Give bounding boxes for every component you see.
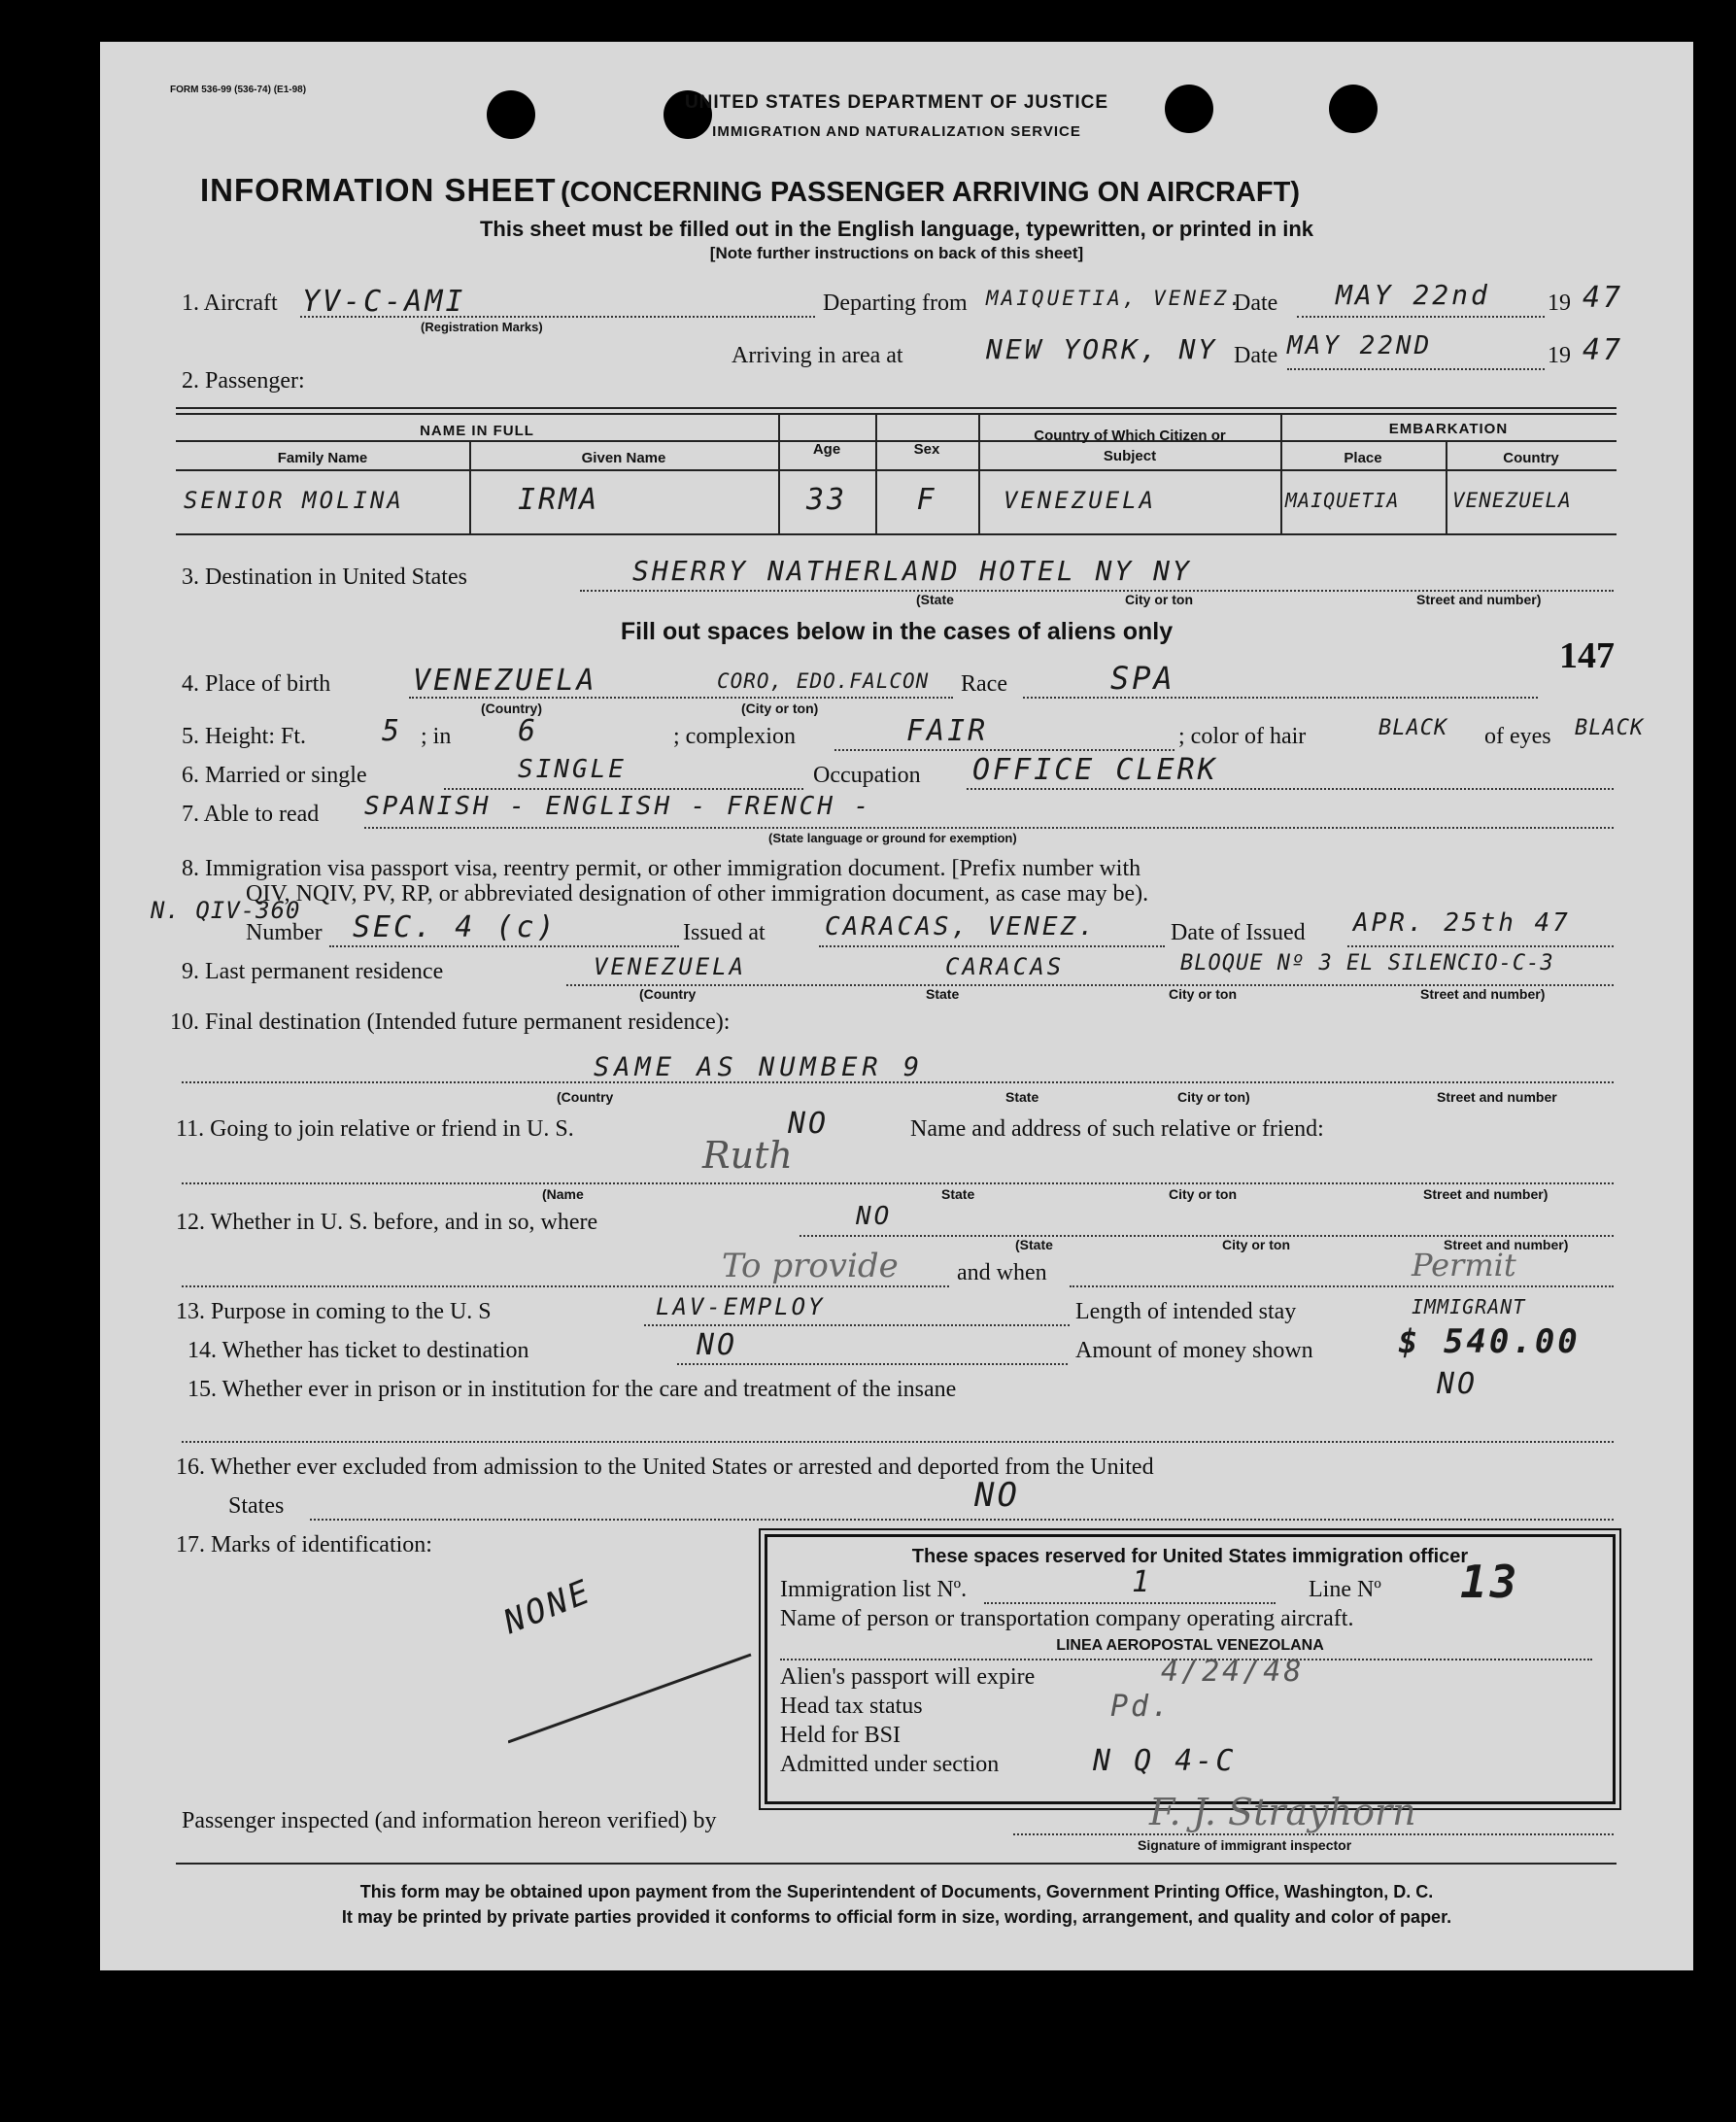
number-value: SEC. 4 (c) [353, 910, 558, 944]
passenger-age: 33 [805, 483, 848, 517]
rel-sub-city: City or ton [1169, 1186, 1237, 1202]
dotted-line [834, 749, 1174, 751]
dotted-line [644, 1324, 1070, 1326]
arriving-label: Arriving in area at [732, 343, 903, 368]
rel-sub-street: Street and number) [1423, 1186, 1549, 1202]
dotted-line [1013, 1833, 1614, 1835]
dotted-line [300, 316, 815, 318]
hair-label: ; color of hair [1178, 724, 1307, 749]
languages-sublabel: (State language or ground for exemption) [768, 831, 1017, 845]
marital-value: SINGLE [518, 755, 627, 784]
department-name: UNITED STATES DEPARTMENT OF JUSTICE [684, 92, 1109, 113]
item6-label: 6. Married or single [182, 763, 367, 788]
fd-sub-state: State [1005, 1089, 1039, 1105]
item8-label-line2: QIV, NQIV, PV, RP, or abbreviated designation of other immigration document, as case may be). [246, 881, 1149, 907]
inspector-signature: F. J. Strayhorn [1149, 1791, 1416, 1833]
dotted-line [984, 1602, 1276, 1604]
issue-date-label: Date of Issued [1171, 920, 1306, 945]
dotted-line [1297, 316, 1545, 318]
relative-name-label: Name and address of such relative or friend: [910, 1116, 1324, 1142]
item17-label: 17. Marks of identification: [176, 1532, 432, 1557]
departing-date: MAY 22nd [1336, 279, 1490, 311]
departing-label: Departing from [823, 291, 968, 316]
signature-sublabel: Signature of immigrant inspector [1138, 1837, 1352, 1853]
th-age: Age [812, 441, 841, 458]
purpose-value: LAV-EMPLOY [656, 1293, 826, 1320]
embark-place: MAIQUETIA [1285, 489, 1400, 512]
item9-label: 9. Last permanent residence [182, 959, 444, 984]
excluded-value: NO [974, 1476, 1020, 1515]
issue-date-value: APR. 25th 47 [1353, 908, 1571, 938]
margin-note: N. QIV-360 [151, 897, 301, 924]
height-ft-label: 5. Height: Ft. [182, 724, 307, 749]
rel-sub-name: (Name [542, 1186, 584, 1202]
passenger-sex: F [916, 483, 937, 517]
item8-label-line1: 8. Immigration visa passport visa, reentry permit, or other immigration document. [Prefix number with [182, 856, 1141, 881]
company-label: Name of person or transportation company operating aircraft. [780, 1606, 1354, 1631]
money-label: Amount of money shown [1075, 1338, 1313, 1363]
passenger-citizen: VENEZUELA [1004, 487, 1157, 514]
residence-street: BLOQUE Nº 3 EL SILENCIO-C-3 [1180, 951, 1554, 975]
fd-sub-street: Street and number [1437, 1089, 1557, 1105]
line-label: Line Nº [1309, 1577, 1381, 1602]
item7-label: 7. Able to read [182, 802, 320, 827]
th-country-citizen: Country of Which Citizen or Subject [1034, 428, 1226, 464]
form-number: FORM 536-99 (536-74) (E1-98) [170, 85, 307, 95]
dotted-line [364, 827, 1614, 829]
th-given-name: Given Name [581, 450, 666, 466]
underline-stroke [508, 1635, 761, 1752]
stay-label: Length of intended stay [1075, 1299, 1297, 1324]
item16-label-line2: States [228, 1493, 285, 1519]
occupation-value: OFFICE CLERK [972, 753, 1218, 787]
company-value: LINEA AEROPOSTAL VENEZOLANA [1056, 1637, 1324, 1654]
embark-country: VENEZUELA [1452, 489, 1572, 512]
res-sub-street: Street and number) [1420, 986, 1546, 1002]
fd-sub-city: City or ton) [1177, 1089, 1250, 1105]
dotted-line [182, 1441, 1614, 1443]
item13-label: 13. Purpose in coming to the U. S [176, 1299, 492, 1324]
list-label: Immigration list Nº. [780, 1577, 968, 1602]
eyes-value: BLACK [1575, 716, 1645, 740]
issued-value: CARACAS, VENEZ. [825, 912, 1097, 941]
dotted-line [444, 788, 803, 790]
th-embarkation: EMBARKATION [1388, 421, 1509, 437]
residence-country: VENEZUELA [594, 953, 747, 980]
aliens-heading: Fill out spaces below in the cases of aliens only [620, 618, 1174, 645]
table-col-rule [978, 413, 980, 533]
item16-label-line1: 16. Whether ever excluded from admission to the United States or arrested and deported from the United [176, 1455, 1154, 1480]
complexion-value: FAIR [906, 714, 989, 748]
table-rule [176, 413, 1617, 415]
item15-label: 15. Whether ever in prison or in institution for the care and treatment of the insane [187, 1377, 957, 1402]
section-value: N Q 4-C [1093, 1744, 1237, 1778]
arriving-value: NEW YORK, NY [986, 333, 1218, 365]
passenger-family-name: SENIOR MOLINA [184, 487, 404, 514]
languages-value: SPANISH - ENGLISH - FRENCH - [364, 792, 872, 821]
item1-label: 1. Aircraft [182, 291, 278, 316]
prev-sub-street: Street and number) [1444, 1237, 1569, 1252]
birth-sub-country: (Country) [481, 701, 542, 716]
final-destination-value: SAME AS NUMBER 9 [594, 1052, 925, 1082]
line-value: 13 [1460, 1556, 1520, 1608]
footer-line2: It may be printed by private parties provided it conforms to official form in size, wording, arrangement, and quality and color of paper. [341, 1907, 1452, 1927]
height-in-label: ; in [421, 724, 452, 749]
aircraft-value: YV-C-AMI [302, 285, 466, 319]
item14-label: 14. Whether has ticket to destination [187, 1338, 529, 1363]
join-relative-value: NO [788, 1107, 830, 1141]
us-before-value: NO [856, 1202, 893, 1231]
scribble-ruth: Ruth [702, 1134, 793, 1177]
money-value: $ 540.00 [1398, 1322, 1581, 1361]
title-main: INFORMATION SHEET [200, 172, 557, 208]
inspection-label: Passenger inspected (and information hereon verified) by [182, 1808, 717, 1833]
service-name: IMMIGRATION AND NATURALIZATION SERVICE [712, 123, 1081, 140]
passport-label: Alien's passport will expire [780, 1664, 1036, 1690]
title-paren: (CONCERNING PASSENGER ARRIVING ON AIRCRAFT) [561, 177, 1300, 208]
arriving-date-label: Date [1234, 343, 1278, 368]
item5-label [182, 724, 306, 750]
th-country: Country [1503, 450, 1559, 466]
item3-label: 3. Destination in United States [182, 565, 467, 590]
departing-value: MAIQUETIA, VENEZ. [986, 287, 1244, 310]
destination-value: SHERRY NATHERLAND HOTEL NY NY [632, 555, 1192, 587]
residence-city: CARACAS [945, 953, 1065, 980]
dotted-line [182, 1182, 1614, 1184]
res-sub-city: City or ton [1169, 986, 1237, 1002]
item11-label: 11. Going to join relative or friend in U. S. [176, 1116, 574, 1142]
dotted-line [1347, 945, 1614, 947]
item12-label: 12. Whether in U. S. before, and in so, where [176, 1210, 598, 1235]
form-sheet [100, 42, 1693, 1970]
dotted-line [819, 945, 1165, 947]
res-sub-state: State [926, 986, 960, 1002]
arriving-year: 47 [1583, 333, 1624, 367]
marks-value: NONE [498, 1571, 598, 1643]
item4-label: 4. Place of birth [182, 671, 331, 697]
tax-label: Head tax status [780, 1694, 923, 1719]
dotted-line [1023, 697, 1538, 699]
dotted-line [182, 1285, 949, 1287]
instruction-note: [Note further instructions on back of this sheet] [709, 244, 1084, 262]
form-title [200, 172, 1300, 209]
prev-sub-state: (State [1015, 1237, 1053, 1252]
occupation-label: Occupation [813, 763, 921, 788]
birth-sub-city: (City or ton) [741, 701, 819, 716]
th-sex: Sex [913, 441, 940, 458]
dotted-line [1287, 368, 1545, 370]
height-in-value: 6 [518, 714, 539, 748]
height-ft-value: 5 [382, 714, 403, 748]
date-label: Date [1234, 291, 1278, 316]
ticket-value: NO [697, 1328, 738, 1362]
race-value: SPA [1110, 660, 1175, 697]
and-when-label: and when [957, 1260, 1047, 1285]
sub-city: City or ton [1125, 592, 1193, 607]
bsi-label: Held for BSI [780, 1723, 901, 1748]
prison-value: NO [1437, 1367, 1479, 1401]
birth-country: VENEZUELA [413, 664, 597, 698]
dotped-line [329, 945, 679, 947]
officer-box-title: These spaces reserved for United States immigration officer [911, 1546, 1469, 1567]
res-sub-country: (Country [639, 986, 697, 1002]
prev-sub-city: City or ton [1222, 1237, 1290, 1252]
birth-city: CORO, EDO.FALCON [717, 669, 930, 693]
footer-rule [176, 1863, 1617, 1865]
passenger-given-name: IRMA [518, 483, 600, 517]
dotted-line [967, 788, 1614, 790]
hair-value: BLACK [1379, 716, 1448, 740]
stamp-number: 147 [1559, 635, 1615, 676]
sub-state: (State [916, 592, 954, 607]
eyes-label: of eyes [1484, 724, 1551, 749]
list-value: 1 [1132, 1565, 1153, 1599]
passport-value: 4/24/48 [1161, 1655, 1305, 1689]
tax-value: Pd. [1110, 1690, 1173, 1724]
dotted-line [677, 1363, 1068, 1365]
section-label: Admitted under section [780, 1752, 1000, 1777]
fd-sub-country: (Country [557, 1089, 614, 1105]
th-family-name: Family Name [277, 450, 368, 466]
sub-street: Street and number) [1416, 592, 1542, 607]
table-rule [176, 533, 1617, 535]
footer-line1: This form may be obtained upon payment from the Superintendent of Documents, Government Printing Office, Washington, D. C. [359, 1882, 1434, 1901]
rel-sub-state: State [941, 1186, 975, 1202]
th-name-in-full: NAME IN FULL [420, 423, 534, 439]
race-label: Race [961, 671, 1007, 697]
arriving-date: MAY 22ND [1287, 331, 1433, 360]
departing-year: 47 [1583, 281, 1624, 315]
th-place: Place [1344, 450, 1382, 466]
arriving-year-prefix: 19 [1548, 343, 1571, 368]
item2-label: 2. Passenger: [182, 368, 305, 394]
dotted-line [310, 1519, 1614, 1521]
table-rule [176, 407, 1617, 409]
year-prefix: 19 [1548, 291, 1571, 316]
table-rule [176, 469, 1617, 471]
item10-label: 10. Final destination (Intended future permanent residence): [170, 1010, 731, 1035]
dotted-line [1070, 1285, 1614, 1287]
scribble-left: To provide [722, 1247, 899, 1285]
complexion-label: ; complexion [673, 724, 796, 749]
issued-label: Issued at [683, 920, 766, 945]
number-label: Number [246, 920, 323, 945]
scribble-right: Permit [1412, 1247, 1516, 1283]
aircraft-sublabel: (Registration Marks) [421, 320, 543, 334]
stay-value: IMMIGRANT [1412, 1295, 1526, 1318]
instruction-text: This sheet must be filled out in the English language, typewritten, or printed in ink [479, 217, 1314, 241]
